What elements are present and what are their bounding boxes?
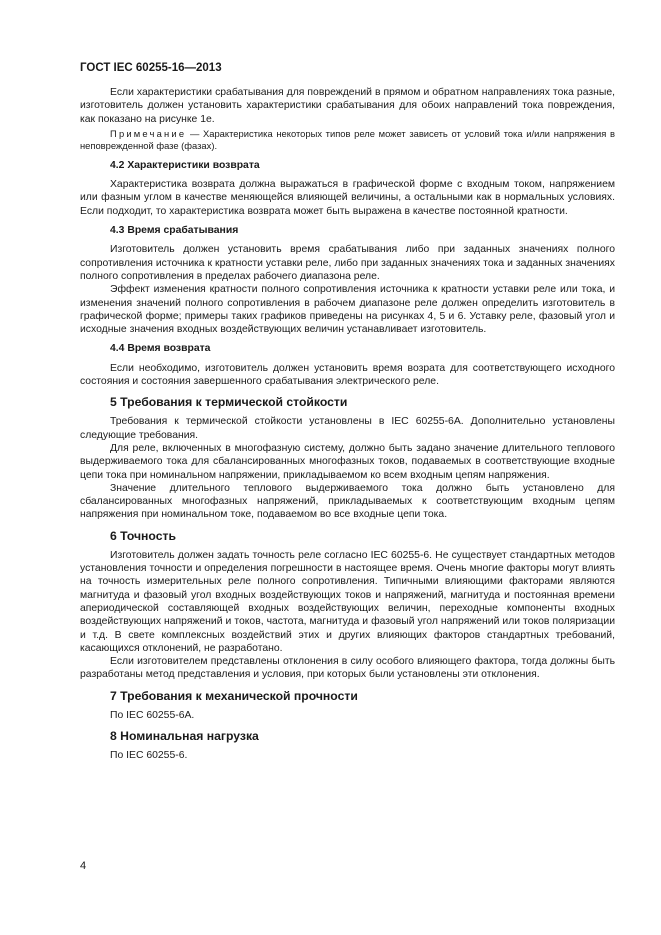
section-4-3-paragraph-1: Изготовитель должен установить время срабатывания либо при заданных значениях полного сопротивления источника к кратности уставки реле, либо при заданных значениях тока и заданных значениях полного сопротивления в пределах рабочего диапазона реле. [80,244,615,282]
page-number: 4 [80,860,87,872]
section-4-4-title: 4.4 Время возврата [110,343,211,355]
section-8-title: 8 Номинальная нагрузка [110,728,259,743]
section-5-paragraph-1: Требования к термической стойкости установлены в IEC 60255-6А. Дополнительно установлены следующие требования. [80,416,615,441]
section-7-title: 7 Требования к механической прочности [110,688,358,703]
note-block [80,128,615,153]
section-5-paragraph-2: Для реле, включенных в многофазную систему, должно быть задано значение длительного теплового выдерживаемого тока для сбалансированных многофазных токов, подаваемых в соответствующие входные цепи тока при номинальном напряжении, прикладываемом ко всем входным цепям напряжения. [80,442,615,481]
section-6-title: 6 Точность [110,528,176,543]
section-8-paragraph: По IEC 60255-6. [110,749,188,761]
section-5-title: 5 Требования к термической стойкости [110,395,348,410]
section-7-paragraph: По IEC 60255-6А. [110,709,195,721]
intro-paragraph: Если характеристики срабатывания для повреждений в прямом и обратном направлениях тока разные, изготовитель должен установить характеристики срабатывания для обоих направлений тока повреждения, как показано на рисунке 1е. [80,87,615,125]
section-4-4-paragraph: Если необходимо, изготовитель должен установить время возрата для соответствующего исходного состояния и состояния завершенного срабатывания электрического реле. [80,362,615,388]
note-text: — Характеристика некоторых типов реле может зависеть от условий тока и/или напряжения в неповрежденной фазе (фазах). [80,127,615,152]
section-4-3-paragraph-2: Эффект изменения кратности полного сопротивления источника к кратности уставки реле или тока, и изменения значений полного сопротивления в рабочем диапазоне реле должен определить изготовитель в графической форме; примеры таких графиков приведены на рисунках 4, 5 и 6. Уставку реле, фазовый угол и исходные значения входных воздействующих величин устанавливает изготовитель. [80,284,615,336]
standard-header: ГОСТ IEC 60255-16—2013 [80,62,222,74]
section-6-paragraph-2: Если изготовителем представлены отклонения в силу особого влияющего фактора, тогда должны быть разработаны метод представления и условия, при которых были установлены эти отклонения. [80,656,615,681]
section-6-paragraph-1: Изготовитель должен задать точность реле согласно IEC 60255-6. Не существует стандартных методов установления точности и определения погрешности в настоящее время. Очень многие факторы могут влиять на точность измерительных реле полного сопротивления. Типичными влияющими факторами являются магнитуда и фазовый угол входных воздействующих токов и напряжений, магнитуда и постоянная времени апериодической составляющей входных воздействующих величин, переходные компоненты входных воздействующих напряжений и токов, частота, магнитуда и фазовый угол напряжений или токов поляризации и т.д. В свете комплексных воздействий этих и других влияющих факторов стандартных требований, касающихся отклонений, не разработано. [80,549,615,654]
page-content [80,86,615,762]
section-4-2-paragraph: Характеристика возврата должна выражаться в графической форме с входным током, напряжением или фазным углом в качестве меняющейся влияющей величины, а остальными как в нормальных условиях. Если подходит, то характеристика возврата может быть выражена в качестве постоянной кратности. [80,179,615,217]
section-4-3-title: 4.3 Время срабатывания [110,225,239,237]
note-label: Примечание [110,127,187,139]
section-5-paragraph-3: Значение длительного теплового выдерживаемого тока должно быть установлено для сбалансированных многофазных напряжений, прикладываемых к соответствующим входным цепям напряжения при номинальном токе, подаваемом во все входные цепи тока. [80,482,615,521]
section-4-2-title: 4.2 Характеристики возврата [110,159,260,171]
